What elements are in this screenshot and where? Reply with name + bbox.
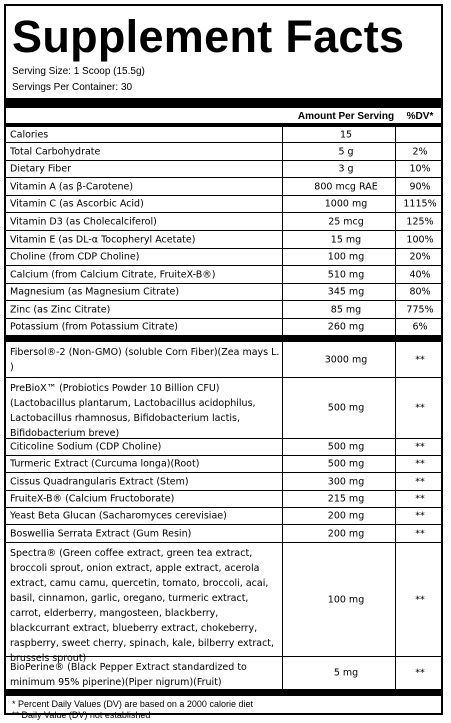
nutrient-dv: 1115% <box>403 198 437 210</box>
nutrient-amount: 260 mg <box>327 321 365 333</box>
footer-divider <box>6 689 441 696</box>
column-header-dv: %DV* <box>406 111 434 122</box>
nutrient-amount: 345 mg <box>327 286 365 298</box>
nutrient-row <box>6 178 441 196</box>
nutrient-row <box>6 249 441 266</box>
ingredient-name: FruiteX-B® (Calcium Fructoborate) <box>10 493 175 505</box>
ingredient-dv: ** <box>415 667 425 679</box>
ingredient-row <box>6 543 441 664</box>
nutrient-name: Vitamin A (as β-Carotene) <box>10 181 134 192</box>
ingredient-amount: 3000 mg <box>324 354 368 365</box>
nutrient-name: Calcium (from Calcium Citrate, FruiteX-B®) <box>10 269 216 280</box>
nutrient-row <box>6 319 441 335</box>
ingredient-amount: 215 mg <box>327 493 365 505</box>
thick-divider <box>6 98 441 108</box>
nutrient-name: Dietary Fiber <box>10 163 72 175</box>
nutrient-dv: 40% <box>409 269 431 280</box>
nutrient-name: Calories <box>10 129 49 140</box>
ingredient-row <box>6 525 441 543</box>
ingredient-dv: ** <box>415 354 425 365</box>
nutrient-name: Vitamin D3 (as Cholecalciferol) <box>10 216 157 227</box>
nutrient-amount: 5 g <box>338 146 354 157</box>
nutrient-row <box>6 284 441 301</box>
ingredient-dv: ** <box>415 493 425 505</box>
nutrient-row <box>6 213 441 231</box>
nutrient-row <box>6 161 441 178</box>
ingredient-row <box>6 491 441 508</box>
ingredient-name: BioPerine® (Black Pepper Extract standardized to minimum 95% piperine)(Piper nigrum)(Fruit) <box>10 662 247 688</box>
ingredient-dv: ** <box>415 402 425 414</box>
ingredient-dv: ** <box>415 458 425 470</box>
ingredient-row <box>6 473 441 491</box>
servings-per-container: Servings Per Container: 30 <box>12 82 133 93</box>
nutrient-row <box>6 231 441 249</box>
ingredient-amount: 5 mg <box>333 667 359 679</box>
ingredient-name: Yeast Beta Glucan (Sacharomyces cerevisiae) <box>10 510 227 522</box>
nutrient-dv: 2% <box>412 146 428 157</box>
nutrient-row <box>6 266 441 284</box>
nutrient-dv: 125% <box>406 216 434 227</box>
ingredient-dv: ** <box>415 594 425 605</box>
ingredient-name: Boswellia Serrata Extract (Gum Resin) <box>10 528 192 539</box>
nutrient-row <box>6 143 441 161</box>
nutrient-row <box>6 301 441 319</box>
ingredient-amount: 500 mg <box>327 441 365 453</box>
ingredient-dv: ** <box>415 528 425 539</box>
nutrient-dv: 20% <box>409 251 431 263</box>
ingredient-name: Turmeric Extract (Curcuma longa)(Root) <box>10 458 200 470</box>
serving-size: Serving Size: 1 Scoop (15.5g) <box>12 66 145 77</box>
nutrient-name: Choline (from CDP Choline) <box>10 251 140 263</box>
nutrient-amount: 1000 mg <box>324 198 368 210</box>
nutrient-amount: 800 mcg RAE <box>314 181 378 192</box>
section-divider <box>6 335 441 342</box>
nutrient-dv: 80% <box>409 286 431 298</box>
ingredient-dv: ** <box>415 476 425 487</box>
nutrient-amount: 100 mg <box>327 251 365 263</box>
nutrient-amount: 25 mcg <box>328 216 364 227</box>
ingredient-amount: 500 mg <box>327 458 365 470</box>
ingredient-name: Spectra® (Green coffee extract, green tea extract, broccoli sprout, onion extract, apple extract, acerola extract, camu camu, quercetin, tomato, broccoli, acai, basil, cinnamon, garlic, oregano, turmeric extract, carrot, elderberry, mangosteen, blackberry, blackcurrant extract, blueberry extract, chokeberry, raspberry, sweet cherry, spinach, kale, bilberry extract, brussels sprout) <box>10 548 275 664</box>
panel-title: Supplement Facts <box>12 11 405 62</box>
nutrient-name: Zinc (as Zinc Citrate) <box>10 304 111 315</box>
ingredient-dv: ** <box>415 510 425 522</box>
ingredient-row <box>6 657 441 689</box>
ingredient-row <box>6 378 441 439</box>
nutrient-amount: 85 mg <box>330 304 362 315</box>
nutrient-amount: 15 <box>339 129 353 140</box>
ingredient-amount: 100 mg <box>327 594 365 605</box>
ingredient-amount: 200 mg <box>327 510 365 522</box>
ingredient-name: PreBioX™ (Probiotics Powder 10 Billion CFU) (Lactobacillus plantarum, Lactobacillus acidophilus, Lactobacillus rhamnosus, Bifidobacterium lactis, Bifidobacterium breve) <box>10 383 256 439</box>
ingredient-amount: 500 mg <box>327 402 365 414</box>
nutrient-dv: 775% <box>406 304 434 315</box>
ingredient-dv: ** <box>415 441 425 453</box>
nutrient-name: Magnesium (as Magnesium Citrate) <box>10 286 180 298</box>
nutrient-name: Vitamin E (as DL-α Tocopheryl Acetate) <box>10 234 196 245</box>
ingredient-amount: 200 mg <box>327 528 365 539</box>
nutrient-dv: 10% <box>409 163 431 175</box>
ingredient-row <box>6 508 441 525</box>
nutrient-dv: 6% <box>412 321 428 333</box>
footnote-percent-dv: * Percent Daily Values (DV) are based on a 2000 calorie diet <box>12 699 253 709</box>
nutrient-name: Potassium (from Potassium Citrate) <box>10 321 178 333</box>
nutrient-amount: 3 g <box>338 163 354 175</box>
nutrient-row <box>6 196 441 213</box>
nutrient-name: Vitamin C (as Ascorbic Acid) <box>10 198 144 210</box>
ingredient-row <box>6 456 441 473</box>
ingredient-row <box>6 342 441 378</box>
ingredient-row <box>6 439 441 456</box>
column-header-amount: Amount Per Serving <box>297 111 395 122</box>
nutrient-name: Total Carbohydrate <box>10 146 101 157</box>
footnote-not-established: ** Daily Value (DV) not established <box>12 710 151 720</box>
ingredient-amount: 300 mg <box>327 476 365 487</box>
ingredient-name: Cissus Quadrangularis Extract (Stem) <box>10 476 189 487</box>
supplement-facts-panel <box>4 4 443 720</box>
nutrient-dv: 100% <box>406 234 434 245</box>
nutrient-amount: 510 mg <box>327 269 365 280</box>
ingredient-name: Fibersol®-2 (Non-GMO) (soluble Corn Fiber)(Zea mays L. ) <box>10 347 280 373</box>
ingredient-name: Citicoline Sodium (CDP Choline) <box>10 441 162 453</box>
nutrient-row <box>6 127 441 143</box>
nutrient-dv: 90% <box>409 181 431 192</box>
nutrient-amount: 15 mg <box>330 234 362 245</box>
